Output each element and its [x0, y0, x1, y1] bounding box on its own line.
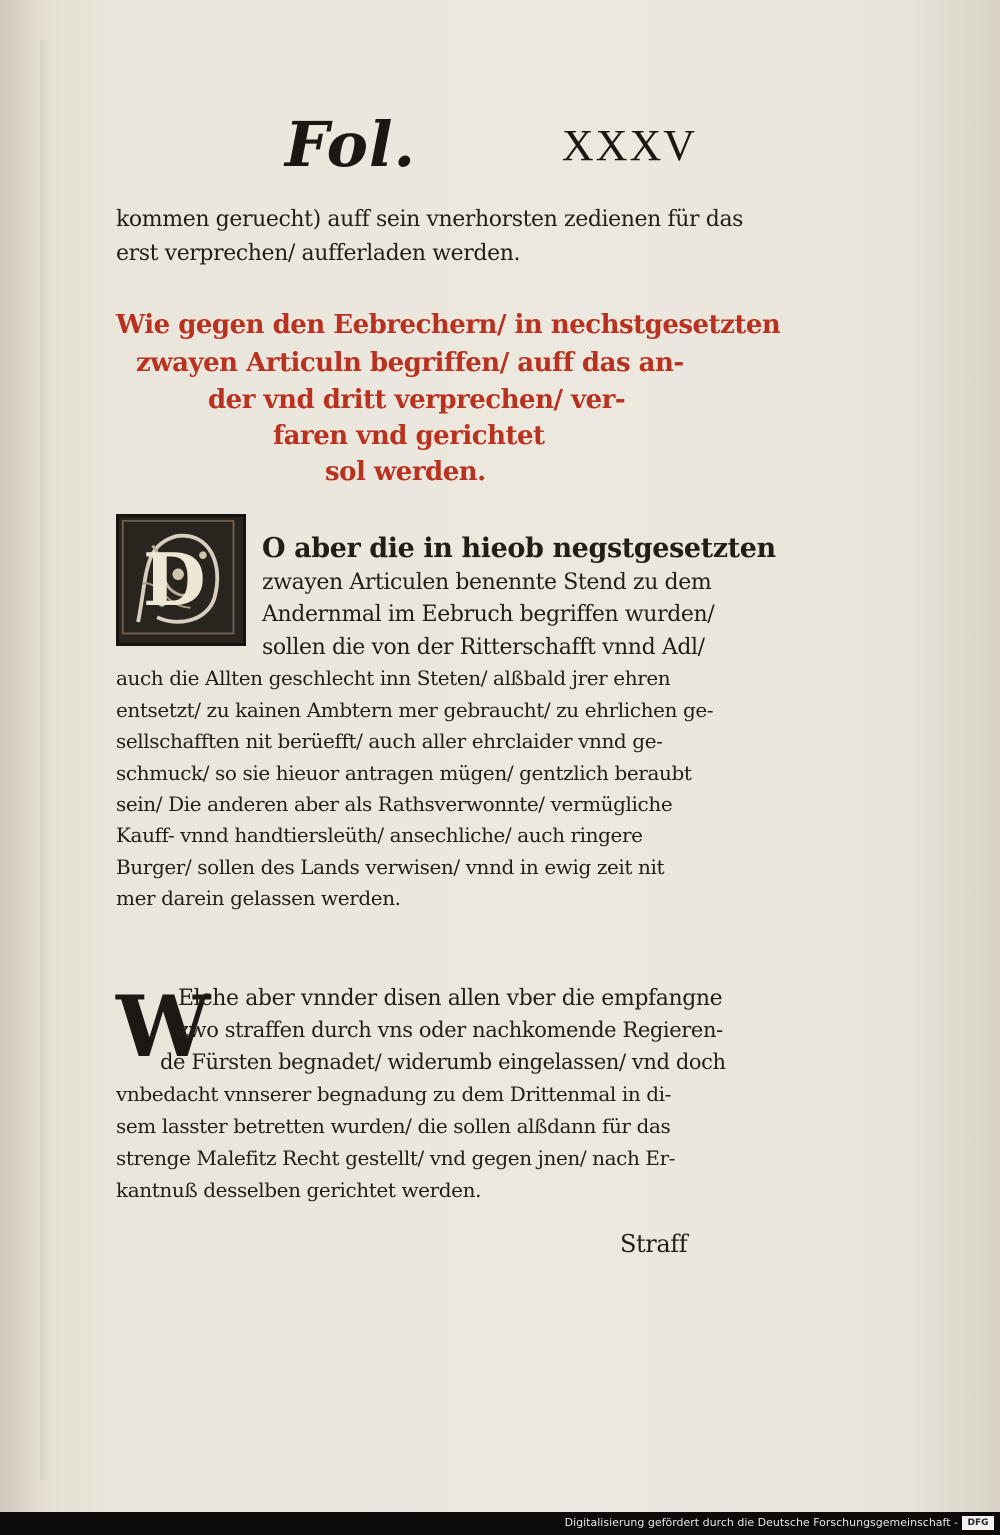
footer-bar	[0, 1512, 1000, 1535]
paragraph-line: Elche aber vnnder disen allen vber die empfangne	[178, 986, 723, 1011]
paragraph-line: kantnuß desselben gerichtet werden.	[116, 1178, 482, 1202]
paragraph-line: sein/ Die anderen aber als Rathsverwonnte/ vermügliche	[116, 792, 673, 816]
decorated-initial-d	[116, 514, 246, 646]
paragraph-line: zwo straffen durch vns oder nachkomende Regieren-	[178, 1018, 723, 1042]
paragraph-line: zwayen Articulen benennte Stend zu dem	[262, 570, 712, 595]
paragraph-line: entsetzt/ zu kainen Ambtern mer gebraucht/ zu ehrlichen ge-	[116, 698, 714, 722]
initial-letter: D	[142, 537, 206, 623]
intro-line: erst verprechen/ aufferladen werden.	[116, 241, 521, 266]
chapter-heading-line: Wie gegen den Eebrechern/ in nechstgesetzten	[116, 310, 781, 340]
paragraph-line: sellschafften nit berüefft/ auch aller ehrclaider vnnd ge-	[116, 729, 663, 753]
dfg-logo: DFG	[962, 1516, 994, 1530]
chapter-heading-line: der vnd dritt verprechen/ ver-	[208, 385, 626, 415]
paragraph-line: de Fürsten begnadet/ widerumb eingelassen/ vnd doch	[160, 1050, 726, 1074]
paragraph-line: Andernmal im Eebruch begriffen wurden/	[262, 602, 715, 627]
chapter-heading-line: zwayen Articuln begriffen/ auff das an-	[136, 348, 684, 378]
paragraph-line: sollen die von der Ritterschafft vnnd Adl/	[262, 635, 705, 660]
chapter-heading-line: faren vnd gerichtet	[273, 421, 545, 451]
folio-number: XXXV	[561, 121, 697, 170]
paragraph-line: sem lasster betretten wurden/ die sollen alßdann für das	[116, 1114, 671, 1138]
ornament-initial-graphic	[119, 517, 243, 643]
paragraph-line: O aber die in hieob negstgesetzten	[262, 533, 776, 564]
paragraph-line: auch die Allten geschlecht inn Steten/ alßbald jrer ehren	[116, 666, 671, 690]
funding-notice: Digitalisierung gefördert durch die Deutsche Forschungsgemeinschaft -	[564, 1516, 958, 1529]
folio-label: Fol.	[285, 108, 417, 181]
paragraph-line: Burger/ sollen des Lands verwisen/ vnnd in ewig zeit nit	[116, 855, 665, 879]
paragraph-line: schmuck/ so sie hieuor antragen mügen/ gentzlich beraubt	[116, 761, 692, 785]
paragraph-line: vnbedacht vnnserer begnadung zu dem Drittenmal in di-	[116, 1082, 672, 1106]
page-header	[115, 108, 705, 188]
intro-line: kommen geruecht) auff sein vnerhorsten zedienen für das	[116, 207, 744, 232]
initial-w: W	[116, 977, 211, 1076]
page-shadow	[40, 40, 48, 1480]
chapter-heading-line: sol werden.	[325, 457, 486, 487]
paragraph-line: Kauff- vnnd handtiersleüth/ ansechliche/ auch ringere	[116, 823, 643, 847]
paragraph-line: mer darein gelassen werden.	[116, 886, 401, 910]
catchword: Straff	[620, 1230, 688, 1258]
paragraph-line: strenge Malefitz Recht gestellt/ vnd gegen jnen/ nach Er-	[116, 1146, 676, 1170]
